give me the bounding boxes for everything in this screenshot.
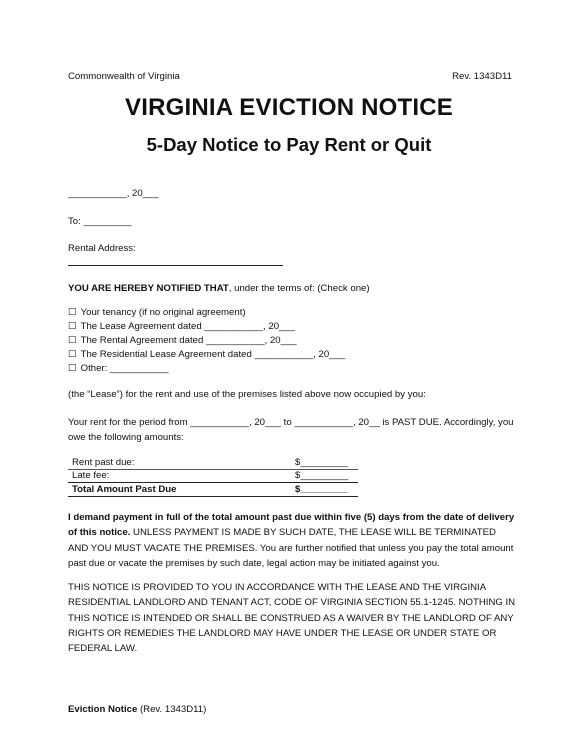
- jurisdiction-label: Commonwealth of Virginia: [68, 71, 180, 82]
- checkbox-icon: ☐: [68, 363, 77, 374]
- option-label: The Lease Agreement dated ___________, 20___: [80, 321, 296, 332]
- option-label: Your tenancy (if no original agreement): [80, 307, 246, 318]
- page-title: VIRGINIA EVICTION NOTICE: [125, 94, 453, 121]
- option-residential-lease[interactable]: [68, 349, 345, 360]
- checkbox-icon: ☐: [68, 335, 77, 346]
- option-tenancy[interactable]: [68, 307, 246, 318]
- notified-rest: , under the terms of: (Check one): [228, 283, 370, 294]
- total-value: $_________: [295, 484, 349, 495]
- footer-bold: Eviction Notice: [68, 704, 138, 715]
- option-rental-agreement[interactable]: [68, 335, 297, 346]
- rental-address-label: Rental Address:: [68, 243, 136, 254]
- option-label: The Rental Agreement dated ___________, 20___: [80, 335, 297, 346]
- table-divider: [68, 496, 358, 497]
- lease-statement: (the “Lease”) for the rent and use of the premises listed above now occupied by you:: [68, 389, 426, 400]
- rent-period-line2: owe the following amounts:: [68, 432, 184, 443]
- checkbox-icon: ☐: [68, 307, 77, 318]
- checkbox-icon: ☐: [68, 321, 77, 332]
- table-divider: [68, 482, 358, 483]
- late-fee-value: $_________: [295, 470, 349, 481]
- option-label: Other: ___________: [80, 363, 169, 374]
- footer-label: [68, 704, 206, 715]
- rent-period-line1: Your rent for the period from ___________, 20___ to ___________, 20__ is PAST DUE. Accordingly, you: [68, 417, 514, 428]
- legal-paragraph: THIS NOTICE IS PROVIDED TO YOU IN ACCORDANCE WITH THE LEASE AND THE VIRGINIA RESIDENTIAL LANDLORD AND TENANT ACT, CODE OF VIRGINIA SECTION 55.1-1245. NOTHING IN THIS NOTICE IS INTENDED OR SHALL BE CONSTRUED AS A WAIVER BY THE LANDLORD OF ANY RIGHTS OR REMEDIES THE LANDLORD MAY HAVE UNDER THE LEASE OR UNDER STATE OR FEDERAL LAW.: [68, 582, 516, 655]
- total-label: Total Amount Past Due: [72, 484, 177, 495]
- checkbox-icon: ☐: [68, 349, 77, 360]
- page-subtitle: 5-Day Notice to Pay Rent or Quit: [146, 134, 432, 155]
- rental-address-line: [68, 265, 283, 266]
- revision-label: Rev. 1343D11: [452, 71, 512, 82]
- option-other[interactable]: [68, 363, 169, 374]
- demand-bold: I demand payment in full of the total amount past due within five (5) days from the date of delivery of this notice.: [68, 512, 515, 539]
- notified-statement: [68, 283, 370, 294]
- to-line: To: _________: [68, 216, 132, 227]
- notified-bold: YOU ARE HEREBY NOTIFIED THAT: [68, 283, 229, 294]
- option-lease-agreement[interactable]: [68, 321, 295, 332]
- date-line: ___________, 20___: [68, 188, 159, 199]
- footer-rest: (Rev. 1343D11): [137, 704, 207, 715]
- option-label: The Residential Lease Agreement dated ___________, 20___: [80, 349, 346, 360]
- rent-past-due-value: $_________: [295, 457, 349, 468]
- demand-paragraph: [68, 510, 518, 571]
- rent-past-due-label: Rent past due:: [72, 457, 135, 468]
- demand-rest: UNLESS PAYMENT IS MADE BY SUCH DATE, THE LEASE WILL BE TERMINATED AND YOU MUST VACATE THE PREMISES. You are further notified that unless you pay the total amount past due or vacate the premises by such date, legal action may be initiated against you.: [68, 527, 514, 569]
- late-fee-label: Late fee:: [72, 470, 110, 481]
